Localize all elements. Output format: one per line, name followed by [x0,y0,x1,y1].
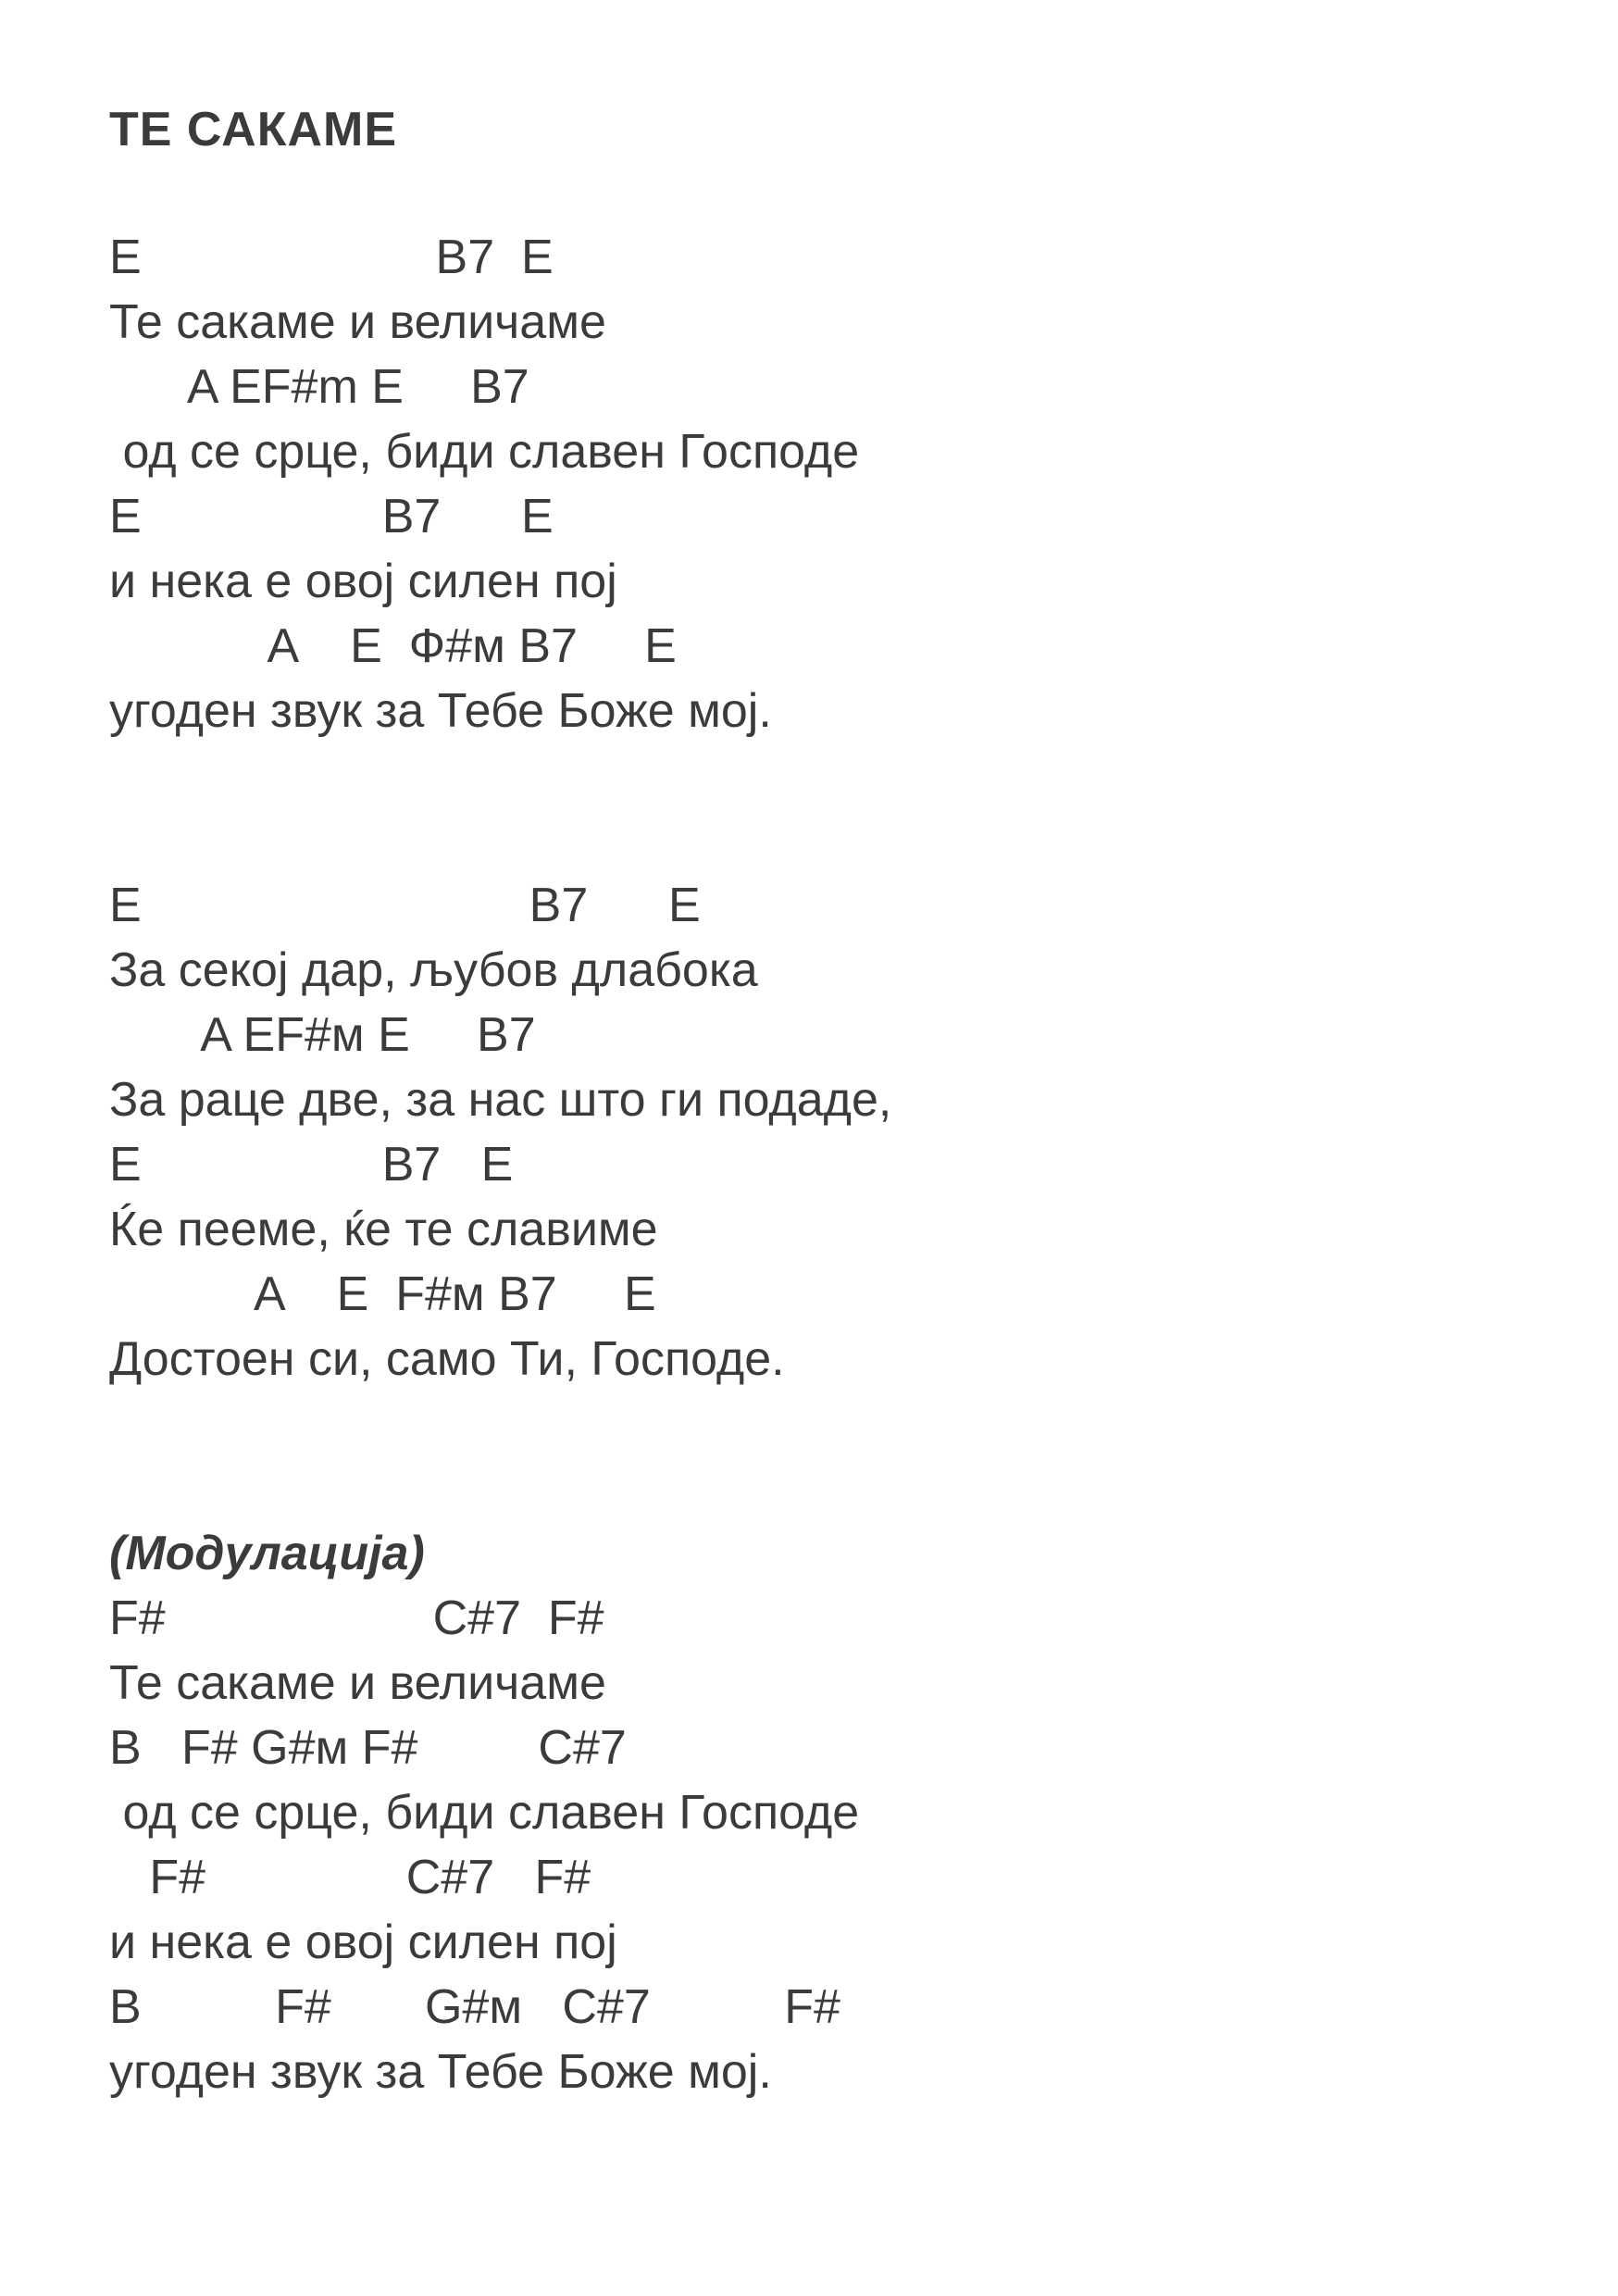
chord-line: F# C#7 F# [109,1851,591,1904]
chord-line: A E Ф#м B7 E [109,619,677,673]
chord-line: A EF#m E B7 [109,360,529,414]
lyric-line: За секој дар, љубов длабока [109,943,758,997]
lyric-line: и нека е овој силен пој [109,1915,617,1969]
lyric-line: од се срце, биди славен Господе [109,425,860,479]
chord-line: A EF#м E B7 [109,1008,536,1062]
chord-line: B F# G#м F# C#7 [109,1721,627,1775]
lyric-line: угоден звук за Тебе Боже мој. [109,684,772,738]
lyric-line: За раце две, за нас што ги подаде, [109,1073,892,1127]
song-title: ТЕ САКАМЕ [109,103,397,156]
chord-line: B F# G#м C#7 F# [109,1980,840,2034]
lyric-line: угоден звук за Тебе Боже мој. [109,2045,772,2099]
chord-line: E B7 E [109,879,701,932]
lyric-line: од се срце, биди славен Господе [109,1786,860,1840]
chord-line: E B7 E [109,1138,514,1192]
lyric-line: Достоен си, само Ти, Господе. [109,1332,785,1386]
lyric-line: Ќе пееме, ќе те славиме [109,1203,658,1256]
lyric-line: Те сакаме и величаме [109,1656,606,1710]
lyric-line: Те сакаме и величаме [109,295,606,349]
chord-line: F# C#7 F# [109,1591,604,1645]
modulation-label: (Модулација) [109,1527,425,1580]
chord-line: E B7 E [109,490,554,543]
lyric-line: и нека е овој силен пој [109,555,617,608]
chord-line: E B7 E [109,231,554,284]
chord-line: A E F#м B7 E [109,1267,656,1321]
